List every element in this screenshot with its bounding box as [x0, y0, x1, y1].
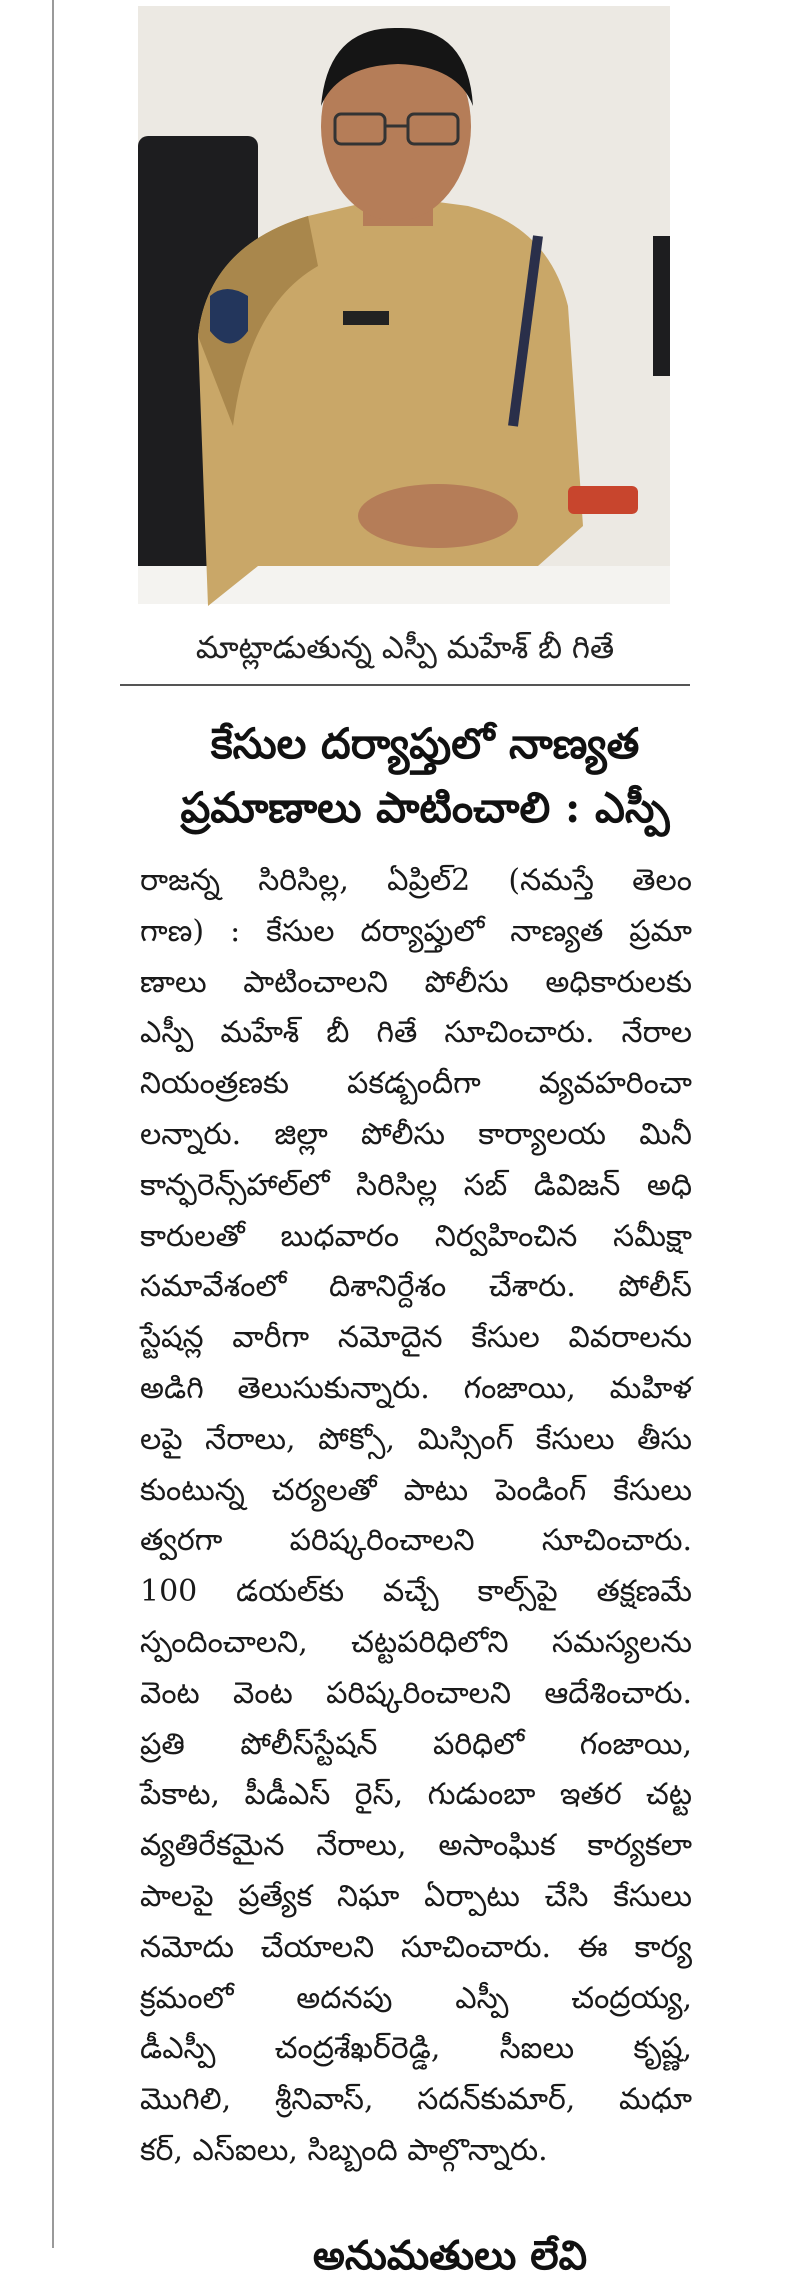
article-line: కర్, ఎస్ఐలు, సిబ్బంది పాల్గొన్నారు. — [140, 2132, 548, 2168]
article-line: స్టేషన్ల వారీగా నమోదైన కేసుల వివరాలను — [140, 1320, 692, 1356]
caption-divider — [120, 684, 690, 686]
next-headline-text: అనుమతులు లేవి — [312, 2232, 588, 2279]
article-line: ణాలు పాటించాలని పోలీసు అధికారులకు — [140, 964, 692, 1000]
article-line: లపై నేరాలు, పోక్సో, మిస్సింగ్ కేసులు తీసు — [140, 1421, 692, 1457]
photo-chair-right — [653, 236, 670, 376]
article-line: వెంట వెంట పరిష్కరించాలని ఆదేశించారు. — [140, 1675, 692, 1711]
next-article-headline-partial — [240, 2224, 660, 2279]
photo-hand — [358, 484, 518, 548]
article-line: 100 డయల్‌కు వచ్చే కాల్స్‌పై తక్షణమే — [140, 1574, 692, 1610]
photo-nameplate — [343, 311, 389, 325]
article-line: కుంటున్న చర్యలతో పాటు పెండింగ్ కేసులు — [140, 1472, 692, 1508]
article-line: మొగిలి, శ్రీనివాస్, సదన్‌కుమార్, మధూ — [140, 2082, 692, 2118]
article-line: నమోదు చేయాలని సూచించారు. ఈ కార్య — [140, 1929, 692, 1965]
article-line: నియంత్రణకు పకడ్బందీగా వ్యవహరించా — [140, 1066, 692, 1102]
article-line: క్రమంలో అదనపు ఎస్పీ చంద్రయ్య, — [140, 1980, 692, 2016]
article-line: వ్యతిరేకమైన నేరాలు, అసాంఘిక కార్యకలా — [140, 1828, 692, 1864]
headline-line-2: ప్రమాణాలు పాటించాలి : ఎస్పీ — [180, 783, 670, 832]
news-photo — [138, 6, 670, 604]
column-divider — [52, 0, 54, 2248]
article-line: పాలపై ప్రత్యేక నిఘా ఏర్పాటు చేసి కేసులు — [140, 1878, 692, 1914]
article-line: డీఎస్పీ చంద్రశేఖర్‌రెడ్డి, సీఐలు కృష్ణ, — [140, 2031, 692, 2067]
headline-line-1: కేసుల దర్యాప్తులో నాణ్యత — [210, 719, 640, 768]
article-headline — [60, 712, 790, 840]
article-line: కాన్ఫరెన్స్‌హాల్‌లో సిరిసిల్ల సబ్ డివిజన్ అధి — [140, 1167, 692, 1203]
article-line: త్వరగా పరిష్కరించాలని సూచించారు. — [140, 1523, 692, 1559]
photo-badge — [210, 289, 248, 344]
article-line: అడిగి తెలుసుకున్నారు. గంజాయి, మహిళ — [140, 1370, 692, 1406]
article-line: సమావేశంలో దిశానిర్దేశం చేశారు. పోలీస్ — [140, 1269, 692, 1305]
article-body — [140, 856, 692, 2177]
article-line: గాణ) : కేసుల దర్యాప్తులో నాణ్యత ప్రమా — [140, 913, 692, 949]
article-line: ప్రతి పోలీస్‌స్టేషన్ పరిధిలో గంజాయి, — [140, 1726, 692, 1762]
article-line: రాజన్న సిరిసిల్ల, ఏప్రిల్2 (నమస్తే తెలం — [140, 863, 692, 898]
photo-caption: మాట్లాడుతున్న ఎస్పీ మహేశ్ బీ గితే — [195, 630, 615, 666]
photo-object-red — [568, 486, 638, 514]
article-line: పేకాట, పీడీఎస్ రైస్, గుడుంబా ఇతర చట్ట — [140, 1777, 692, 1813]
article-line: స్పందించాలని, చట్టపరిధిలోని సమస్యలను — [140, 1624, 692, 1660]
article-line: కారులతో బుధవారం నిర్వహించిన సమీక్షా — [140, 1218, 692, 1254]
article-line: ఎస్పీ మహేశ్ బీ గితే సూచించారు. నేరాల — [140, 1015, 692, 1051]
article-line: లన్నారు. జిల్లా పోలీసు కార్యాలయ మినీ — [140, 1116, 692, 1152]
